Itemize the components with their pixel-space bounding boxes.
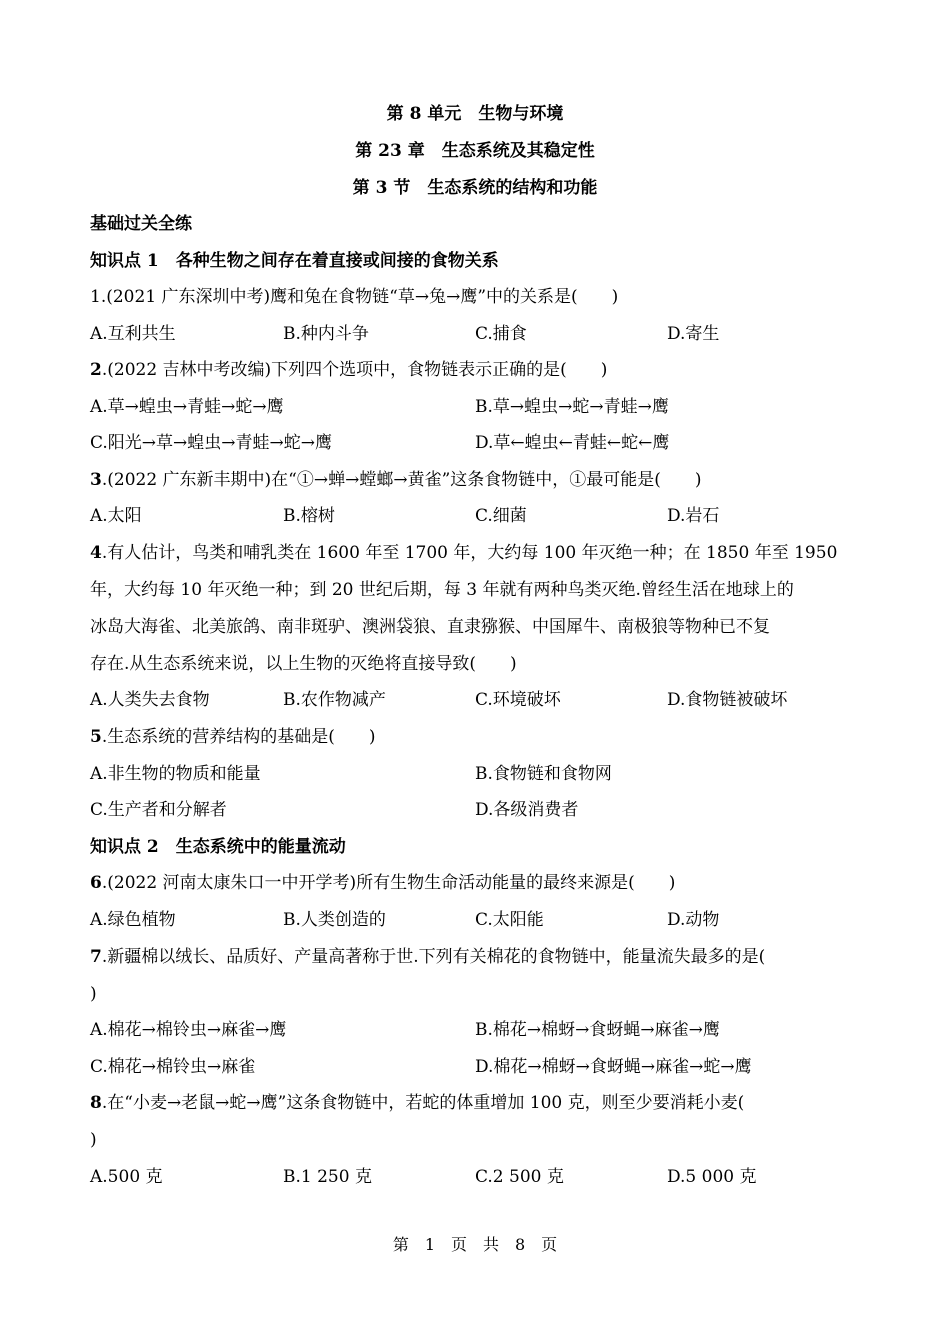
q2-option-c: C.阳光→草→蝗虫→青蛙→蛇→鹰 [90,433,333,453]
question-3 [90,468,702,492]
q7-option-b: B.棉花→棉蚜→食蚜蝇→麻雀→鹰 [475,1020,720,1040]
question-8 [90,1091,744,1115]
chapter-title: 第 23 章 生态系统及其稳定性 [355,141,595,161]
question-number: 5 [90,727,102,747]
q5-option-b: B.食物链和食物网 [475,764,612,784]
q4-option-b: B.农作物减产 [283,690,386,710]
question-text: .(2022 河南太康朱口一中开学考)所有生物生命活动能量的最终来源是( ) [101,873,676,893]
q8-option-b: B.1 250 克 [283,1167,372,1187]
q7-option-d: D.棉花→棉蚜→食蚜蝇→麻雀→蛇→鹰 [475,1057,752,1077]
question-1 [90,285,618,309]
q6-option-d: D.动物 [667,910,720,930]
q5-option-d: D.各级消费者 [475,800,579,820]
question-text: (2021 广东深圳中考)鹰和兔在食物链“草→兔→鹰”中的关系是( ) [106,287,619,307]
question-text: .(2022 广东新丰期中)在“①→蝉→螳螂→黄雀”这条食物链中，①最可能是( ) [101,470,702,490]
q2-option-a: A.草→蝗虫→青蛙→蛇→鹰 [90,397,284,417]
q1-option-d: D.寄生 [667,324,720,344]
q3-option-a: A.太阳 [90,506,142,526]
q3-option-c: C.细菌 [475,506,527,526]
q6-option-c: C.太阳能 [475,910,544,930]
question-number: 6 [90,873,102,893]
question-text: .(2022 吉林中考改编)下列四个选项中，食物链表示正确的是( ) [101,360,608,380]
q3-option-d: D.岩石 [667,506,720,526]
question-text-line: 冰岛大海雀、北美旅鸽、南非斑驴、澳洲袋狼、直隶猕猴、中国犀牛、南极狼等物种已不复 [90,617,770,637]
question-text-line: 存在.从生态系统来说，以上生物的灭绝将直接导致( ) [90,654,517,674]
q3-option-b: B.榕树 [283,506,335,526]
q6-option-a: A.绿色植物 [90,910,176,930]
section-title: 第 3 节 生态系统的结构和功能 [352,178,598,198]
q8-option-a: A.500 克 [90,1167,163,1187]
question-4 [90,541,837,565]
question-2 [90,358,607,382]
question-text-line: .有人估计，鸟类和哺乳类在 1600 年至 1700 年，大约每 100 年灭绝一种；在 1850 年至 1950 [101,543,838,563]
q2-option-d: D.草←蝗虫←青蛙←蛇←鹰 [475,433,670,453]
question-number: 7 [90,947,102,967]
q8-option-c: C.2 500 克 [475,1167,564,1187]
q5-option-c: C.生产者和分解者 [90,800,227,820]
q1-option-a: A.互利共生 [90,324,176,344]
question-text-line: ) [90,984,97,1004]
q7-option-a: A.棉花→棉铃虫→麻雀→鹰 [90,1020,287,1040]
q4-option-d: D.食物链被破坏 [667,690,788,710]
question-number: 1. [90,287,107,307]
question-number: 3 [90,470,102,490]
page-footer: 第 1 页 共 8 页 [392,1235,558,1254]
q4-option-a: A.人类失去食物 [90,690,210,710]
question-7 [90,945,765,969]
knowledge-point-2: 知识点 2 生态系统中的能量流动 [90,837,346,857]
q6-option-b: B.人类创造的 [283,910,386,930]
question-text: .生态系统的营养结构的基础是( ) [101,727,376,747]
practice-heading: 基础过关全练 [90,214,192,234]
question-number: 8 [90,1093,102,1113]
q8-option-d: D.5 000 克 [667,1167,757,1187]
q1-option-c: C.捕食 [475,324,527,344]
question-text-line: .在“小麦→老鼠→蛇→鹰”这条食物链中，若蛇的体重增加 100 克，则至少要消耗小麦( [101,1093,745,1113]
question-6 [90,871,675,895]
q5-option-a: A.非生物的物质和能量 [90,764,261,784]
knowledge-point-1: 知识点 1 各种生物之间存在着直接或间接的食物关系 [90,251,499,271]
q2-option-b: B.草→蝗虫→蛇→青蛙→鹰 [475,397,669,417]
unit-title: 第 8 单元 生物与环境 [386,104,564,124]
q4-option-c: C.环境破坏 [475,690,561,710]
q7-option-c: C.棉花→棉铃虫→麻雀 [90,1057,256,1077]
question-text-line: 年，大约每 10 年灭绝一种；到 20 世纪后期，每 3 年就有两种鸟类灭绝.曾经生活在地球上的 [90,580,794,600]
question-text-line: ) [90,1130,97,1150]
question-number: 4 [90,543,102,563]
question-number: 2 [90,360,102,380]
question-5 [90,725,376,749]
q1-option-b: B.种内斗争 [283,324,369,344]
question-text-line: .新疆棉以绒长、品质好、产量高著称于世.下列有关棉花的食物链中，能量流失最多的是( [101,947,766,967]
